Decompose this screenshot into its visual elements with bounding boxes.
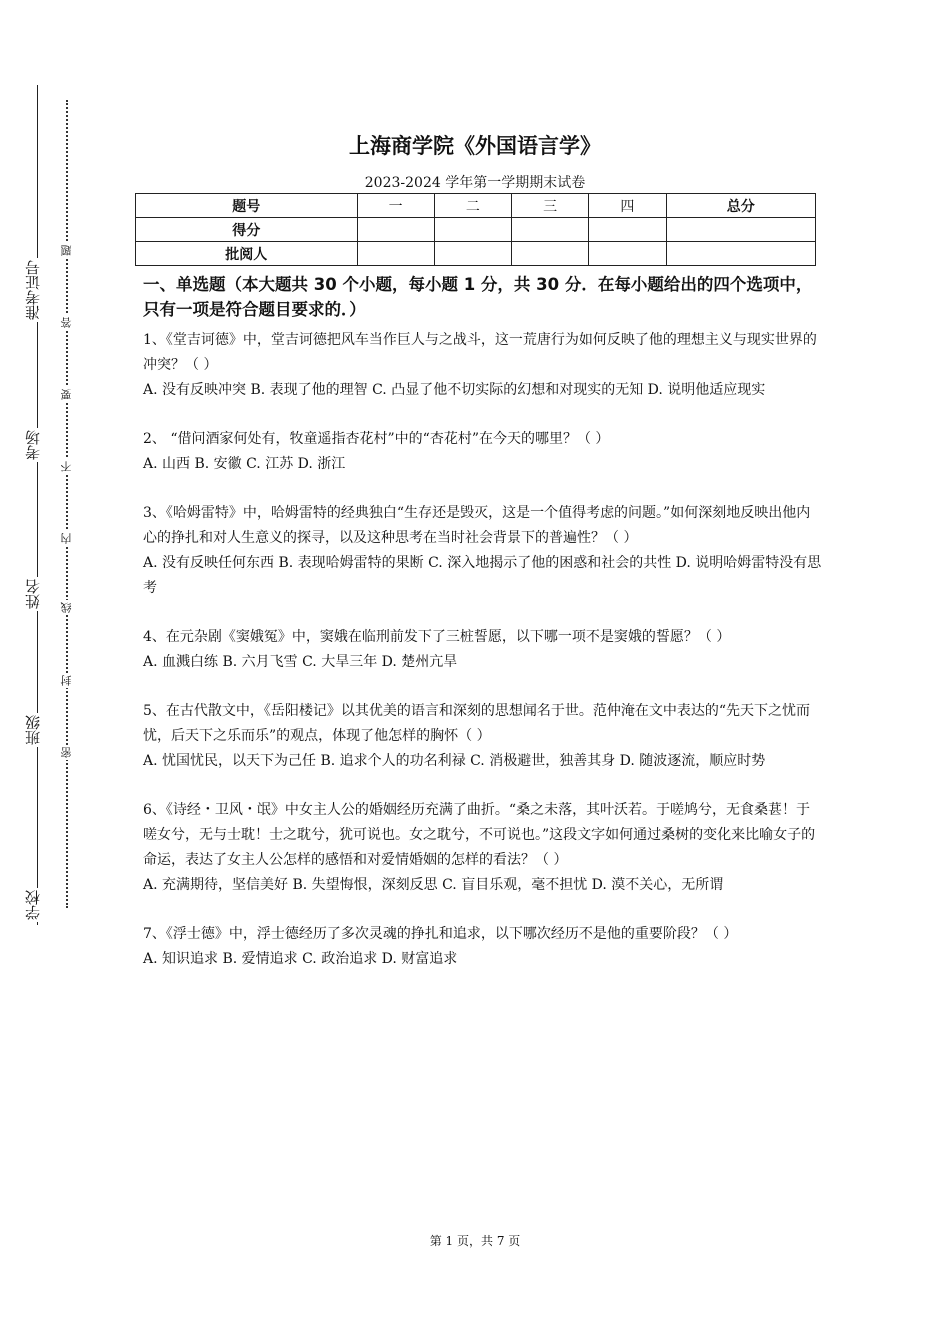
seal-char: 要 xyxy=(60,389,73,400)
question-options: A. 血溅白练 B. 六月飞雪 C. 大旱三年 D. 楚州亢旱 xyxy=(143,654,458,670)
label-class: 班级 xyxy=(24,715,42,745)
header-part-1: 一 xyxy=(357,194,434,218)
question-options: A. 忧国忧民，以天下为己任 B. 追求个人的功名利禄 C. 消极避世，独善其身 D. 随波逐流，顺应时势 xyxy=(143,753,766,769)
seal-char: 封 xyxy=(60,675,73,686)
question-7 xyxy=(143,922,823,972)
question-options: A. 山西 B. 安徽 C. 江苏 D. 浙江 xyxy=(143,456,346,472)
section-title: 一、单选题（本大题共 30 个小题，每小题 1 分，共 30 分．在每小题给出的四个选项中，只有一项是符合题目要求的．） xyxy=(143,275,813,319)
question-options: A. 充满期待，坚信美好 B. 失望悔恨，深刻反思 C. 盲目乐观，毫不担忧 D. 漠不关心，无所谓 xyxy=(143,877,724,893)
grader-cell[interactable] xyxy=(512,242,589,266)
score-cell[interactable] xyxy=(589,218,666,242)
score-cell[interactable] xyxy=(434,218,511,242)
label-name: 姓名 xyxy=(24,579,42,609)
seal-char: 密 xyxy=(60,747,73,758)
seal-dotted-line xyxy=(66,100,68,908)
grader-cell[interactable] xyxy=(434,242,511,266)
seal-char: 答 xyxy=(60,317,73,328)
question-stem: 2、 “借问酒家何处有，牧童遥指杏花村”中的“杏花村”在今天的哪里？（ ） xyxy=(143,431,610,447)
seal-char: 线 xyxy=(60,602,73,613)
header-part-4: 四 xyxy=(589,194,666,218)
grader-row xyxy=(136,242,816,266)
seal-char: 内 xyxy=(60,533,73,544)
score-cell[interactable] xyxy=(357,218,434,242)
label-school: 学校 xyxy=(24,890,42,920)
question-2 xyxy=(143,427,823,477)
question-options: A. 没有反映冲突 B. 表现了他的理智 C. 凸显了他不切实际的幻想和对现实的无知 D. 说明他适应现实 xyxy=(143,382,766,398)
fill-in-line xyxy=(37,85,38,925)
header-part-3: 三 xyxy=(512,194,589,218)
grader-cell[interactable] xyxy=(589,242,666,266)
label-exam-number: 准考证号 xyxy=(24,260,42,320)
exam-title: 上海商学院《外国语言学》 xyxy=(349,134,601,158)
header-part-2: 二 xyxy=(434,194,511,218)
page-footer: 第 1 页，共 7 页 xyxy=(429,1234,521,1248)
question-5 xyxy=(143,699,823,774)
grader-cell[interactable] xyxy=(666,242,815,266)
row-label-grader: 批阅人 xyxy=(136,242,358,266)
question-stem: 6、《诗经・卫风・氓》中女主人公的婚姻经历充满了曲折。“桑之未落，其叶沃若。于嗟鸠兮，无食桑葚！于嗟女兮，无与士耽！士之耽兮，犹可说也。女之耽兮，不可说也。”这段文字如何通过桑树的变化来比喻女子的命运，表达了女主人公怎样的感悟和对爱情婚姻的怎样的看法？（ ） xyxy=(143,802,816,868)
binding-margin xyxy=(0,0,90,1344)
score-cell[interactable] xyxy=(512,218,589,242)
question-stem: 3、《哈姆雷特》中，哈姆雷特的经典独白“生存还是毁灭，这是一个值得考虑的问题。”如何深刻地反映出他内心的挣扎和对人生意义的探寻，以及这种思考在当时社会背景下的普遍性？（ ） xyxy=(143,505,811,546)
exam-content xyxy=(143,272,823,972)
row-label-score: 得分 xyxy=(136,218,358,242)
header-question-number: 题号 xyxy=(136,194,358,218)
question-stem: 1、《堂吉诃德》中，堂吉诃德把风车当作巨人与之战斗，这一荒唐行为如何反映了他的理想主义与现实世界的冲突？（ ） xyxy=(143,332,817,373)
question-3 xyxy=(143,501,823,601)
question-stem: 7、《浮士德》中，浮士德经历了多次灵魂的挣扎和追求，以下哪次经历不是他的重要阶段？（ ） xyxy=(143,926,738,942)
question-6 xyxy=(143,798,823,898)
question-stem: 5、在古代散文中，《岳阳楼记》以其优美的语言和深刻的思想闻名于世。范仲淹在文中表达的“先天下之忧而忧，后天下之乐而乐”的观点，体现了他怎样的胸怀（ ） xyxy=(143,703,811,744)
label-exam-room: 考场 xyxy=(24,430,42,460)
question-4 xyxy=(143,625,823,675)
score-row xyxy=(136,218,816,242)
question-options: A. 没有反映任何东西 B. 表现哈姆雷特的果断 C. 深入地揭示了他的困惑和社会的共性 D. 说明哈姆雷特没有思考 xyxy=(143,555,822,596)
question-stem: 4、在元杂剧《窦娥冤》中，窦娥在临刑前发下了三桩誓愿，以下哪一项不是窦娥的誓愿？（ ） xyxy=(143,629,731,645)
seal-char: 题 xyxy=(60,245,73,256)
score-header-row xyxy=(136,194,816,218)
score-cell[interactable] xyxy=(666,218,815,242)
question-1 xyxy=(143,328,823,403)
score-table xyxy=(135,193,816,266)
seal-char: 不 xyxy=(60,461,73,472)
exam-subtitle: 2023-2024 学年第一学期期末试卷 xyxy=(364,175,586,191)
grader-cell[interactable] xyxy=(357,242,434,266)
question-options: A. 知识追求 B. 爱情追求 C. 政治追求 D. 财富追求 xyxy=(143,951,458,967)
header-total: 总分 xyxy=(666,194,815,218)
